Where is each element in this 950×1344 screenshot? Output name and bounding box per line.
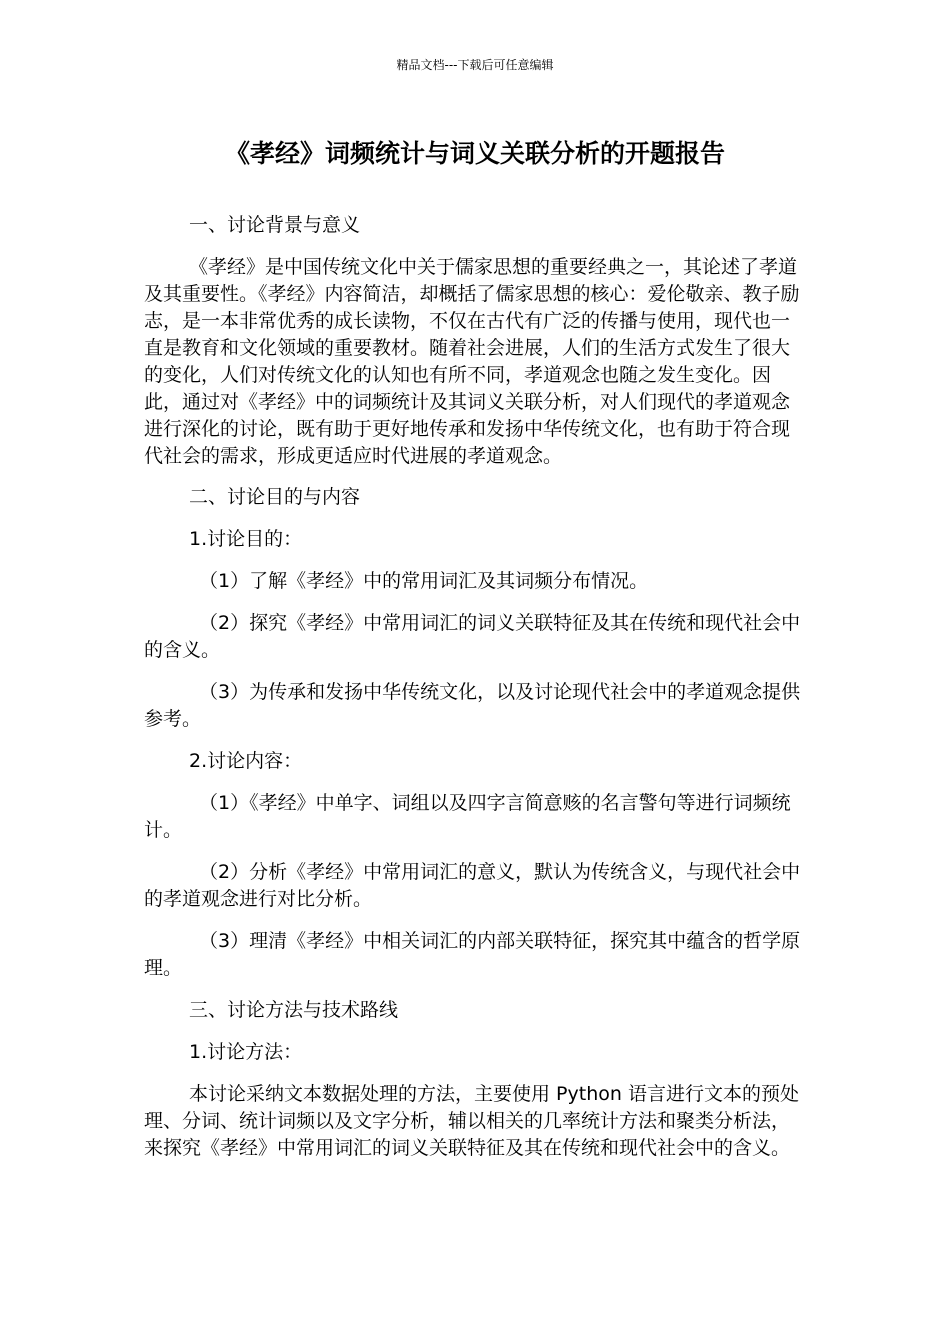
section-heading-method: 三、讨论方法与技术路线: [189, 999, 399, 1021]
content-item-3: （3）理清《孝经》中相关词汇的内部关联特征，探究其中蕴含的哲学原理。: [144, 930, 801, 979]
subheading-method: 1.讨论方法：: [189, 1041, 303, 1063]
document-body: [144, 212, 806, 1175]
content-item-2: （2）分析《孝经》中常用词汇的意义，默认为传统含义，与现代社会中的孝道观念进行对比分析。: [144, 861, 801, 910]
content-item-1: （1）《孝经》中单字、词组以及四字言简意赅的名言警句等进行词频统计。: [144, 792, 791, 841]
document-title: 《孝经》词频统计与词义关联分析的开题报告: [224, 139, 725, 168]
purpose-item-3: （3）为传承和发扬中华传统文化，以及讨论现代社会中的孝道观念提供参考。: [144, 681, 801, 730]
header-note: 精品文档---下载后可任意编辑: [396, 58, 554, 72]
section-heading-background: 一、讨论背景与意义: [189, 214, 361, 236]
section-heading-purpose: 二、讨论目的与内容: [189, 486, 361, 508]
purpose-item-2: （2）探究《孝经》中常用词汇的词义关联特征及其在传统和现代社会中的含义。: [144, 612, 801, 661]
paragraph-background: 《孝经》是中国传统文化中关于儒家思想的重要经典之一，其论述了孝道及其重要性。《孝经》内容简洁，却概括了儒家思想的核心：爱伦敬亲、教子励志，是一本非常优秀的成长读物，不仅在古代有广泛的传播与使用，现代也一直是教育和文化领域的重要教材。随着社会进展，人们的生活方式发生了很大的变化，人们对传统文化的认知也有所不同，孝道观念也随之发生变化。因此，通过对《孝经》中的词频统计及其词义关联分析，对人们现代的孝道观念进行深化的讨论，既有助于更好地传承和发扬中华传统文化，也有助于符合现代社会的需求，形成更适应时代进展的孝道观念。: [144, 256, 800, 467]
subheading-purpose: 1.讨论目的：: [189, 528, 303, 550]
subheading-content: 2.讨论内容：: [189, 750, 303, 772]
paragraph-method: 本讨论采纳文本数据处理的方法，主要使用 Python 语言进行文本的预处理、分词、统计词频以及文字分析，辅以相关的几率统计方法和聚类分析法，来探究《孝经》中常用词汇的词义关联特征及其在传统和现代社会中的含义。: [144, 1083, 799, 1159]
purpose-item-1: （1）了解《孝经》中的常用词汇及其词频分布情况。: [199, 570, 649, 592]
